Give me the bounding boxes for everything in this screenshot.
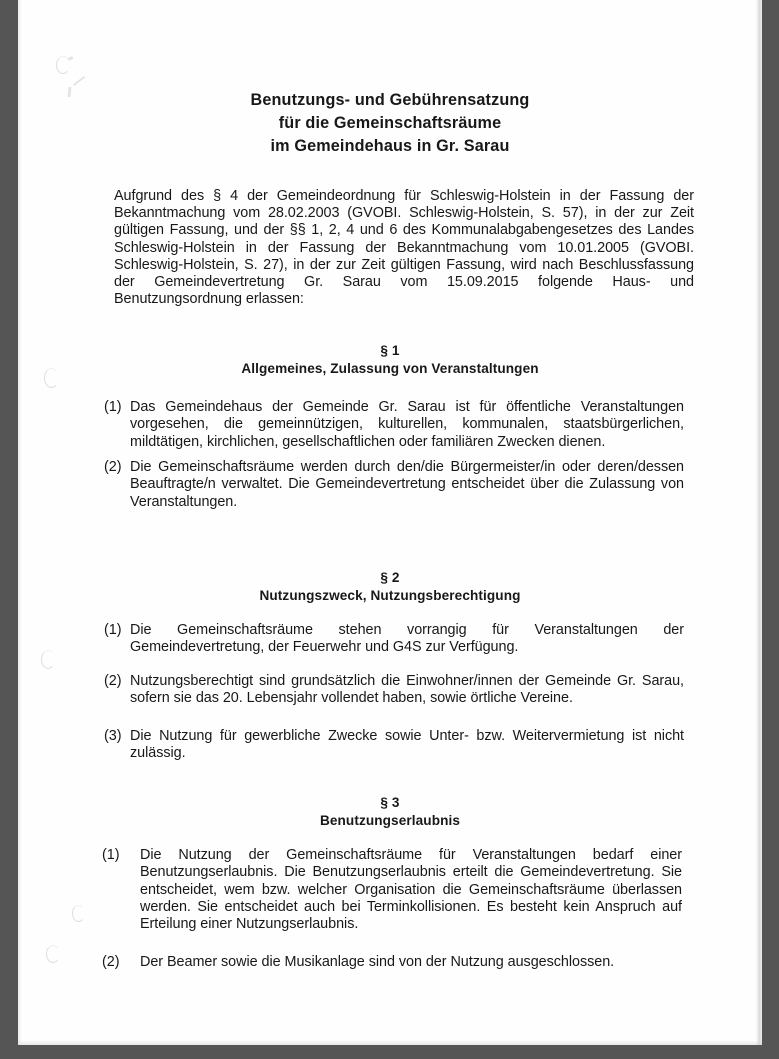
- scan-speck-artifact: [73, 76, 85, 86]
- paragraph-text: Nutzungsberechtigt sind grundsätzlich die Einwohner/innen der Gemeinde Gr. Sarau, sofern sie das 20. Lebensjahr vollendet haben, sowie örtliche Vereine.: [130, 673, 684, 707]
- scan-speck-artifact: [68, 56, 74, 61]
- paragraph-marker: (3): [104, 728, 122, 744]
- section-2-number: § 2: [380, 570, 400, 585]
- page-title: [18, 89, 762, 158]
- section-2-heading: Nutzungszweck, Nutzungsberechtigung: [259, 588, 521, 603]
- paragraph-marker: (1): [102, 847, 120, 863]
- paragraph-text: Das Gemeindehaus der Gemeinde Gr. Sarau ist für öffentliche Veranstaltungen vorgesehen, die gemeinnützigen, kulturellen, kommunalen, staatsbürgerlichen, mildtätigen, kirchlichen, gesellschaftlichen oder familiären Zwecken dienen.: [130, 399, 684, 450]
- paragraph-marker: (1): [104, 399, 122, 415]
- section-3-paragraph-2: [102, 954, 682, 971]
- paragraph-marker: (2): [104, 673, 122, 689]
- section-3-heading: Benutzungserlaubnis: [319, 813, 461, 828]
- preamble-paragraph: Aufgrund des § 4 der Gemeindeordnung für Schleswig-Holstein in der Fassung der Bekanntmachung vom 28.02.2003 (GVOBI. Schleswig-Holstein, S. 57), in der zur Zeit gültigen Fassung, und der §§ 1, 2, 4 und 6 des Kommunalabgabengesetzes des Landes Schleswig-Holstein in der Fassung der Bekanntmachung vom 10.01.2005 (GVOBI. Schleswig-Holstein, S. 27), in der zur Zeit gültigen Fassung, wird nach Beschlussfassung der Gemeindevertretung Gr. Sarau vom 15.09.2015 folgende Haus- und Benutzungsordnung erlassen:: [114, 188, 694, 308]
- section-1-heading: Allgemeines, Zulassung von Veranstaltungen: [241, 361, 539, 376]
- paragraph-text: Der Beamer sowie die Musikanlage sind von der Nutzung ausgeschlossen.: [140, 954, 615, 970]
- section-1-paragraph-1: [104, 399, 684, 451]
- scan-smudge-artifact: [46, 945, 60, 963]
- scan-smudge-artifact: [72, 905, 85, 922]
- section-3-paragraph-1: [102, 847, 682, 933]
- paragraph-marker: (1): [104, 622, 122, 638]
- page-title-line-3: im Gemeindehaus in Gr. Sarau: [270, 137, 510, 155]
- paragraph-marker: (2): [102, 954, 120, 970]
- page-bottom-edge-shadow: [18, 1040, 762, 1045]
- section-2-paragraph-3: [104, 728, 684, 763]
- paragraph-text: Die Nutzung der Gemeinschaftsräume für Veranstaltungen bedarf einer Benutzungserlaubnis. Die Benutzungserlaubnis erteilt die Gemeindevertretung. Sie entscheidet, wem bzw. welcher Organisation die Gemeinschaftsräume überlassen werden. Sie entscheidet auch bei Terminkollisionen. Es besteht kein Anspruch auf Erteilung einer Nutzungserlaubnis.: [140, 847, 682, 933]
- section-2-paragraph-1: [104, 622, 684, 657]
- paragraph-text: Die Gemeinschaftsräume stehen vorrangig für Veranstaltungen der Gemeindevertretung, der Feuerwehr und G4S zur Verfügung.: [130, 622, 684, 656]
- paragraph-marker: (2): [104, 459, 122, 475]
- page-title-line-1: Benutzungs- und Gebührensatzung: [250, 91, 530, 109]
- paragraph-text: Die Gemeinschaftsräume werden durch den/die Bürgermeister/in oder deren/dessen Beauftragte/n verwaltet. Die Gemeindevertretung entscheidet über die Zulassung von Veranstaltungen.: [130, 459, 684, 510]
- page-title-line-2: für die Gemeinschaftsräume: [278, 114, 502, 132]
- section-3-number: § 3: [380, 795, 400, 810]
- scan-smudge-artifact: [56, 56, 70, 74]
- section-1-number: § 1: [380, 343, 400, 358]
- section-2-paragraph-2: [104, 673, 684, 708]
- section-1-paragraph-2: [104, 459, 684, 511]
- scan-smudge-artifact: [41, 650, 55, 669]
- paragraph-text: Die Nutzung für gewerbliche Zwecke sowie Unter- bzw. Weitervermietung ist nicht zulässig.: [130, 728, 684, 762]
- document-page: [18, 0, 762, 1045]
